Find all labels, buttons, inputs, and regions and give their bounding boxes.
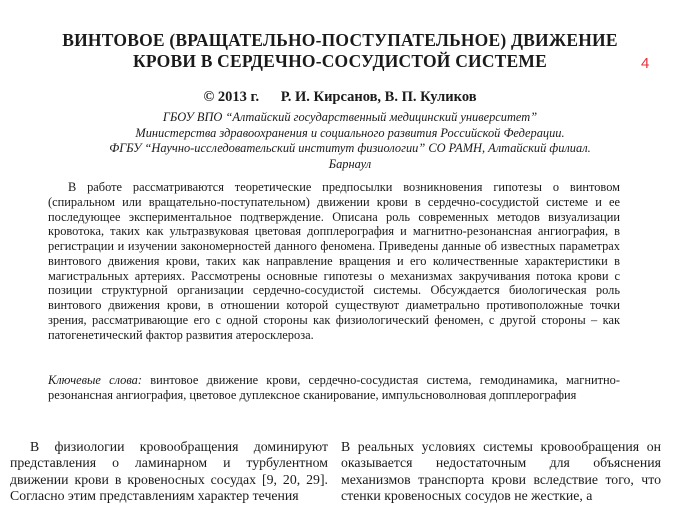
- copyright-year: © 2013 г.: [203, 89, 260, 105]
- affiliation-line-2: Министерства здравоохранения и социального развития Российской Федерации.: [135, 125, 565, 140]
- keywords: [48, 373, 620, 403]
- keywords-label: Ключевые слова:: [48, 373, 142, 387]
- page-number: 4: [641, 55, 650, 72]
- authors: Р. И. Кирсанов, В. П. Куликов: [280, 89, 477, 105]
- byline: [0, 89, 680, 106]
- keywords-text: винтовое движение крови, сердечно-сосудистая система, гемодинамика, магнитно-резонансная ангиография, цветовое дуплексное сканирование, импульсноволновая допплерография: [48, 373, 620, 402]
- abstract: В работе рассматриваются теоретические предпосылки возникновения гипотезы о винтовом (спиральном или вращательно-поступательном) движении крови в сердечно-сосудистой системе и ее последующее экспериментальное подтверждение. Описана роль современных методов визуализации кровотока, таких как ультразвуковая цветовая допплерография и магнитно-резонансная ангиография, в регистрации и изучении закономерностей данного феномена. Приведены данные об известных параметрах винтового движения крови, таких как направление вращения и его количественные характеристики в магистральных артериях. Рассмотрены основные гипотезы о механизмах закручивания потока крови с позиции структурной организации сердечно-сосудистой системы. Обсуждается биологическая роль винтового движения крови, в отношении которой существуют диаметрально противоположные точки зрения, рассматривающие его с одной стороны как физиологический феномен, с другой стороны – как патогенетический фактор развития атеросклероза.: [48, 180, 620, 342]
- affiliation-line-1: ГБОУ ВПО “Алтайский государственный медицинский университет”: [162, 110, 538, 124]
- body-right-column: В реальных условиях системы кровообращения он оказывается недостаточным для объяснения механизмов транспорта крови вследствие того, что стенки кровеносных сосудов не жесткие, а: [341, 439, 661, 504]
- title-line-1: ВИНТОВОЕ (ВРАЩАТЕЛЬНО-ПОСТУПАТЕЛЬНОЕ) ДВИЖЕНИЕ: [62, 30, 618, 50]
- affiliation-line-4: Барнаул: [328, 156, 372, 171]
- body-left-column: В физиологии кровообращения доминируют представления о ламинарном и турбулентном движении крови в кровеносных сосудах [9, 20, 29]. Согласно этим представлениям характер течения: [10, 439, 328, 504]
- affiliation: [60, 110, 640, 172]
- title-line-2: КРОВИ В СЕРДЕЧНО-СОСУДИСТОЙ СИСТЕМЕ: [132, 51, 548, 71]
- affiliation-line-3: ФГБУ “Научно-исследовательский институт физиологии” СО РАМН, Алтайский филиал.: [109, 141, 591, 155]
- article-title: [0, 30, 680, 72]
